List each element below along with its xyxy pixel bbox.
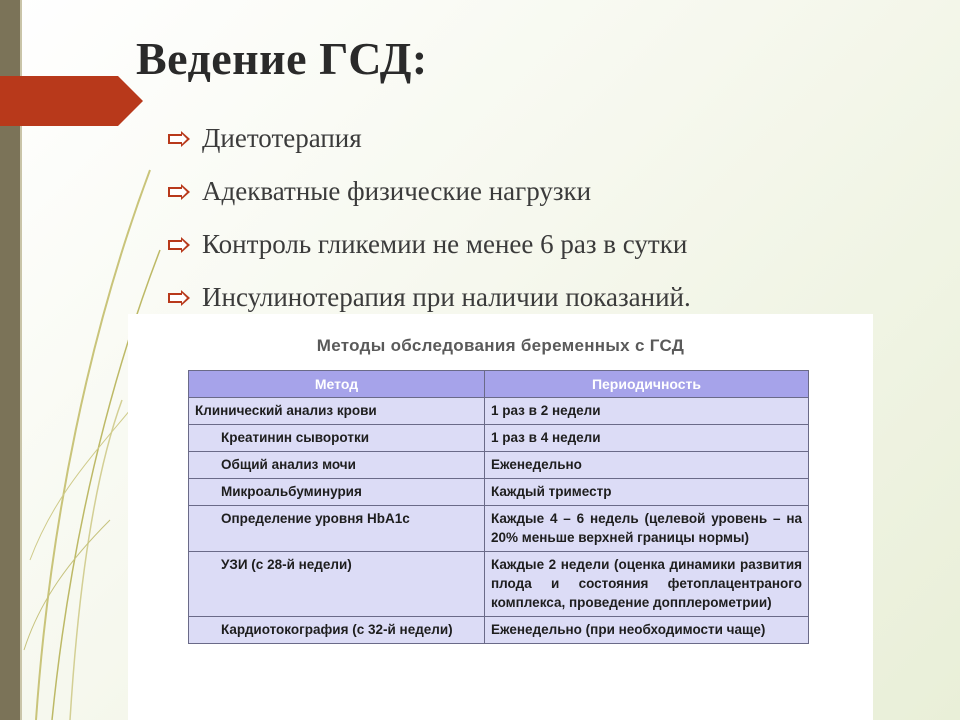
table-row: [189, 479, 809, 506]
page-title: Ведение ГСД:: [136, 33, 428, 84]
table-row: [189, 506, 809, 552]
arrow-bullet-icon: [168, 131, 190, 147]
method-cell: Креатинин сыворотки: [189, 425, 485, 452]
bullet-text: Инсулинотерапия при наличии показаний.: [202, 282, 691, 312]
bullet-text: Адекватные физические нагрузки: [202, 176, 592, 206]
period-cell: Еженедельно: [485, 452, 809, 479]
period-cell: Каждый триместр: [485, 479, 809, 506]
period-cell: Еженедельно (при необходимости чаще): [485, 617, 809, 644]
table-row: [189, 452, 809, 479]
column-header-method: Метод: [189, 371, 485, 398]
arrow-bullet-icon: [168, 184, 190, 200]
table-header-row: [189, 371, 809, 398]
list-item: [168, 218, 691, 271]
period-cell: Каждые 4 – 6 недель (целевой уровень – на 20% меньше верхней границы нормы): [485, 506, 809, 552]
period-cell: 1 раз в 4 недели: [485, 425, 809, 452]
method-cell: Клинический анализ крови: [189, 398, 485, 425]
table-title: Методы обследования беременных с ГСД: [316, 336, 685, 355]
table-row: [189, 398, 809, 425]
method-cell: Кардиотокография (с 32-й недели): [189, 617, 485, 644]
list-item: [168, 165, 691, 218]
exam-methods-table: [188, 370, 809, 644]
arrow-bullet-icon: [168, 290, 190, 306]
arrow-bullet-icon: [168, 237, 190, 253]
table-row: [189, 617, 809, 644]
period-cell: Каждые 2 недели (оценка динамики развития плода и состояния фетоплацентраного комплекса, проведение допплерометрии): [485, 552, 809, 617]
table-row: [189, 552, 809, 617]
exam-table-panel: [128, 314, 873, 720]
bullet-text: Диетотерапия: [202, 123, 362, 153]
method-cell: Микроальбуминурия: [189, 479, 485, 506]
method-cell: Общий анализ мочи: [189, 452, 485, 479]
bullet-list: [168, 112, 691, 324]
bullet-text: Контроль гликемии не менее 6 раз в сутки: [202, 229, 688, 259]
method-cell: Определение уровня HbA1c: [189, 506, 485, 552]
method-cell: УЗИ (с 28-й недели): [189, 552, 485, 617]
list-item: [168, 112, 691, 165]
table-row: [189, 425, 809, 452]
column-header-period: Периодичность: [485, 371, 809, 398]
period-cell: 1 раз в 2 недели: [485, 398, 809, 425]
red-title-tab: [0, 76, 143, 126]
